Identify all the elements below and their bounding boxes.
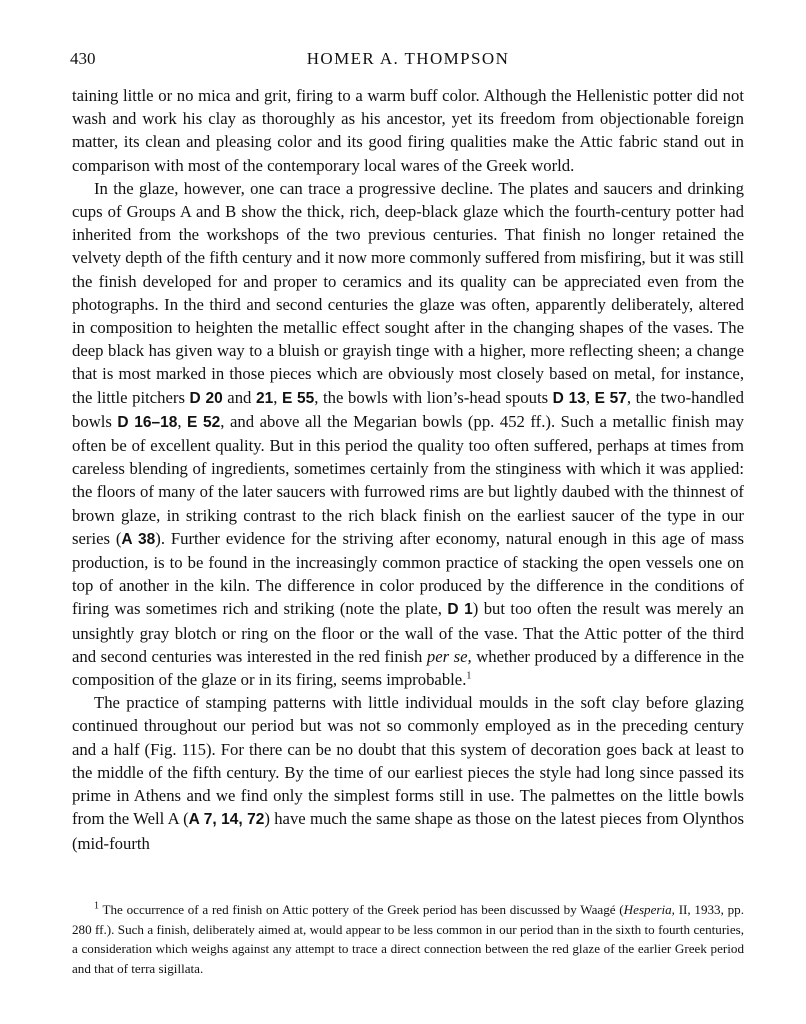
page-header [70, 49, 746, 73]
catalogue-ref: E 55 [281, 389, 315, 407]
text-run: ) have much the same shape as those on the latest pieces from Olynthos (mid-fourth [72, 809, 744, 853]
paragraph-3 [72, 691, 744, 854]
italic-phrase: per se, [426, 646, 472, 666]
text-run: II, 1933, pp. 280 ff.). Such a finish, deliberately aimed at, would appear to be less common in our period than in the sixth to fourth centuries, a consideration which weighs against any attempt to trace a direct connection between the red glaze of the earlier Greek period and that of terra sigillata. [72, 902, 744, 976]
text-run: , the two-handled bowls [72, 387, 745, 431]
catalogue-ref: 21 [255, 389, 274, 407]
footnote-1 [72, 900, 744, 978]
catalogue-ref: E 57 [594, 389, 627, 407]
paragraph-2 [72, 177, 744, 691]
text-run: , and above all the Megarian bowls (pp. 452 ff.). Such a metallic finish may often be of excellent quality. But in this period the quality too often suffered, perhaps at times from careless blending of ingredients, sometimes certainly from the stinginess with which it was applied: the floors of many of the later saucers with furrowed rims are but lightly daubed with the thinnest of brown glaze, in striking contrast to the rich black finish on the earliest saucer of the type in our series ( [72, 411, 745, 548]
catalogue-ref: D 1 [447, 601, 473, 619]
text-run: and [222, 387, 256, 407]
text-run: The practice of stamping patterns with little individual moulds in the soft clay before glazing continued throughout our period but was not so commonly employed as in the preceding century and a half (Fig. 115). For there can be no doubt that this system of decoration goes back at least to the middle of the fifth century. By the time of our earliest pieces the style had long since passed its prime in Athens and we find only the simplest forms still in use. The palmettes on the little bowls from the Well A ( [72, 693, 744, 829]
text-run: whether produced by a difference in the composition of the glaze or in its firing, seems improbable. [72, 646, 744, 690]
text-run: , [177, 411, 188, 431]
paragraph-1: taining little or no mica and grit, firing to a warm buff color. Although the Hellenistic potter did not wash and work his clay as thoroughly as his ancestor, yet its freedom from objectionable foreign matter, its clean and pleasing color and its good firing qualities make the Attic fabric stand out in comparison with most of the contemporary local wares of the Greek world. [72, 86, 744, 175]
running-head: HOMER A. THOMPSON [306, 49, 510, 68]
footnotes [72, 900, 744, 978]
catalogue-ref: A 7, 14, 72 [188, 811, 265, 829]
page-number: 430 [70, 49, 96, 68]
text-run: ) but too often the result was merely an unsightly gray blotch or ring on the floor or the wall of the vase. That the Attic potter of the third and second centuries was interested in the red finish [72, 599, 744, 666]
text-run: , [585, 387, 595, 407]
italic-phrase: Hesperia, [623, 902, 675, 917]
catalogue-ref: E 52 [187, 413, 221, 431]
footnote-number: 1 [94, 900, 99, 912]
text-run: ). Further evidence for the striving after economy, natural enough in this age of mass production, is to be found in the increasingly common practice of stacking the open vessels one on top of another in the kiln. The difference in color produced by the difference in the conditions of firing was sometimes rich and striking (note the plate, [72, 528, 744, 619]
text-run: , [273, 387, 282, 407]
body-text [72, 84, 744, 855]
text-run: In the glaze, however, one can trace a progressive decline. The plates and saucers and drinking cups of Groups A and B show the thick, rich, deep-black glaze which the fourth-century potter had inherited from the workshops of the two previous centuries. That finish no longer retained the velvety depth of the fifth century and it now more commonly suffered from misfiring, but it was still the finish developed for and proper to ceramics and its quality can be appreciated even from the photographs. In the third and second centuries the glaze was often, apparently deliberately, altered in composition to heighten the metallic effect sought after in the changing shapes of the vases. The deep black has given way to a bluish or grayish tinge with a higher, more reflecting sheen; a change that is most marked in those pieces which are obviously most closely based on metal, for instance, the little pitchers [72, 178, 744, 407]
catalogue-ref: D 13 [552, 389, 586, 407]
catalogue-ref: D 20 [189, 389, 223, 407]
text-run: , the bowls with lion’s-head spouts [314, 387, 553, 407]
catalogue-ref: D 16–18 [117, 413, 178, 431]
text-run: The occurrence of a red finish on Attic pottery of the Greek period has been discussed by Waagé ( [99, 902, 624, 917]
catalogue-ref: A 38 [121, 530, 156, 548]
footnote-marker[interactable]: 1 [466, 670, 472, 682]
